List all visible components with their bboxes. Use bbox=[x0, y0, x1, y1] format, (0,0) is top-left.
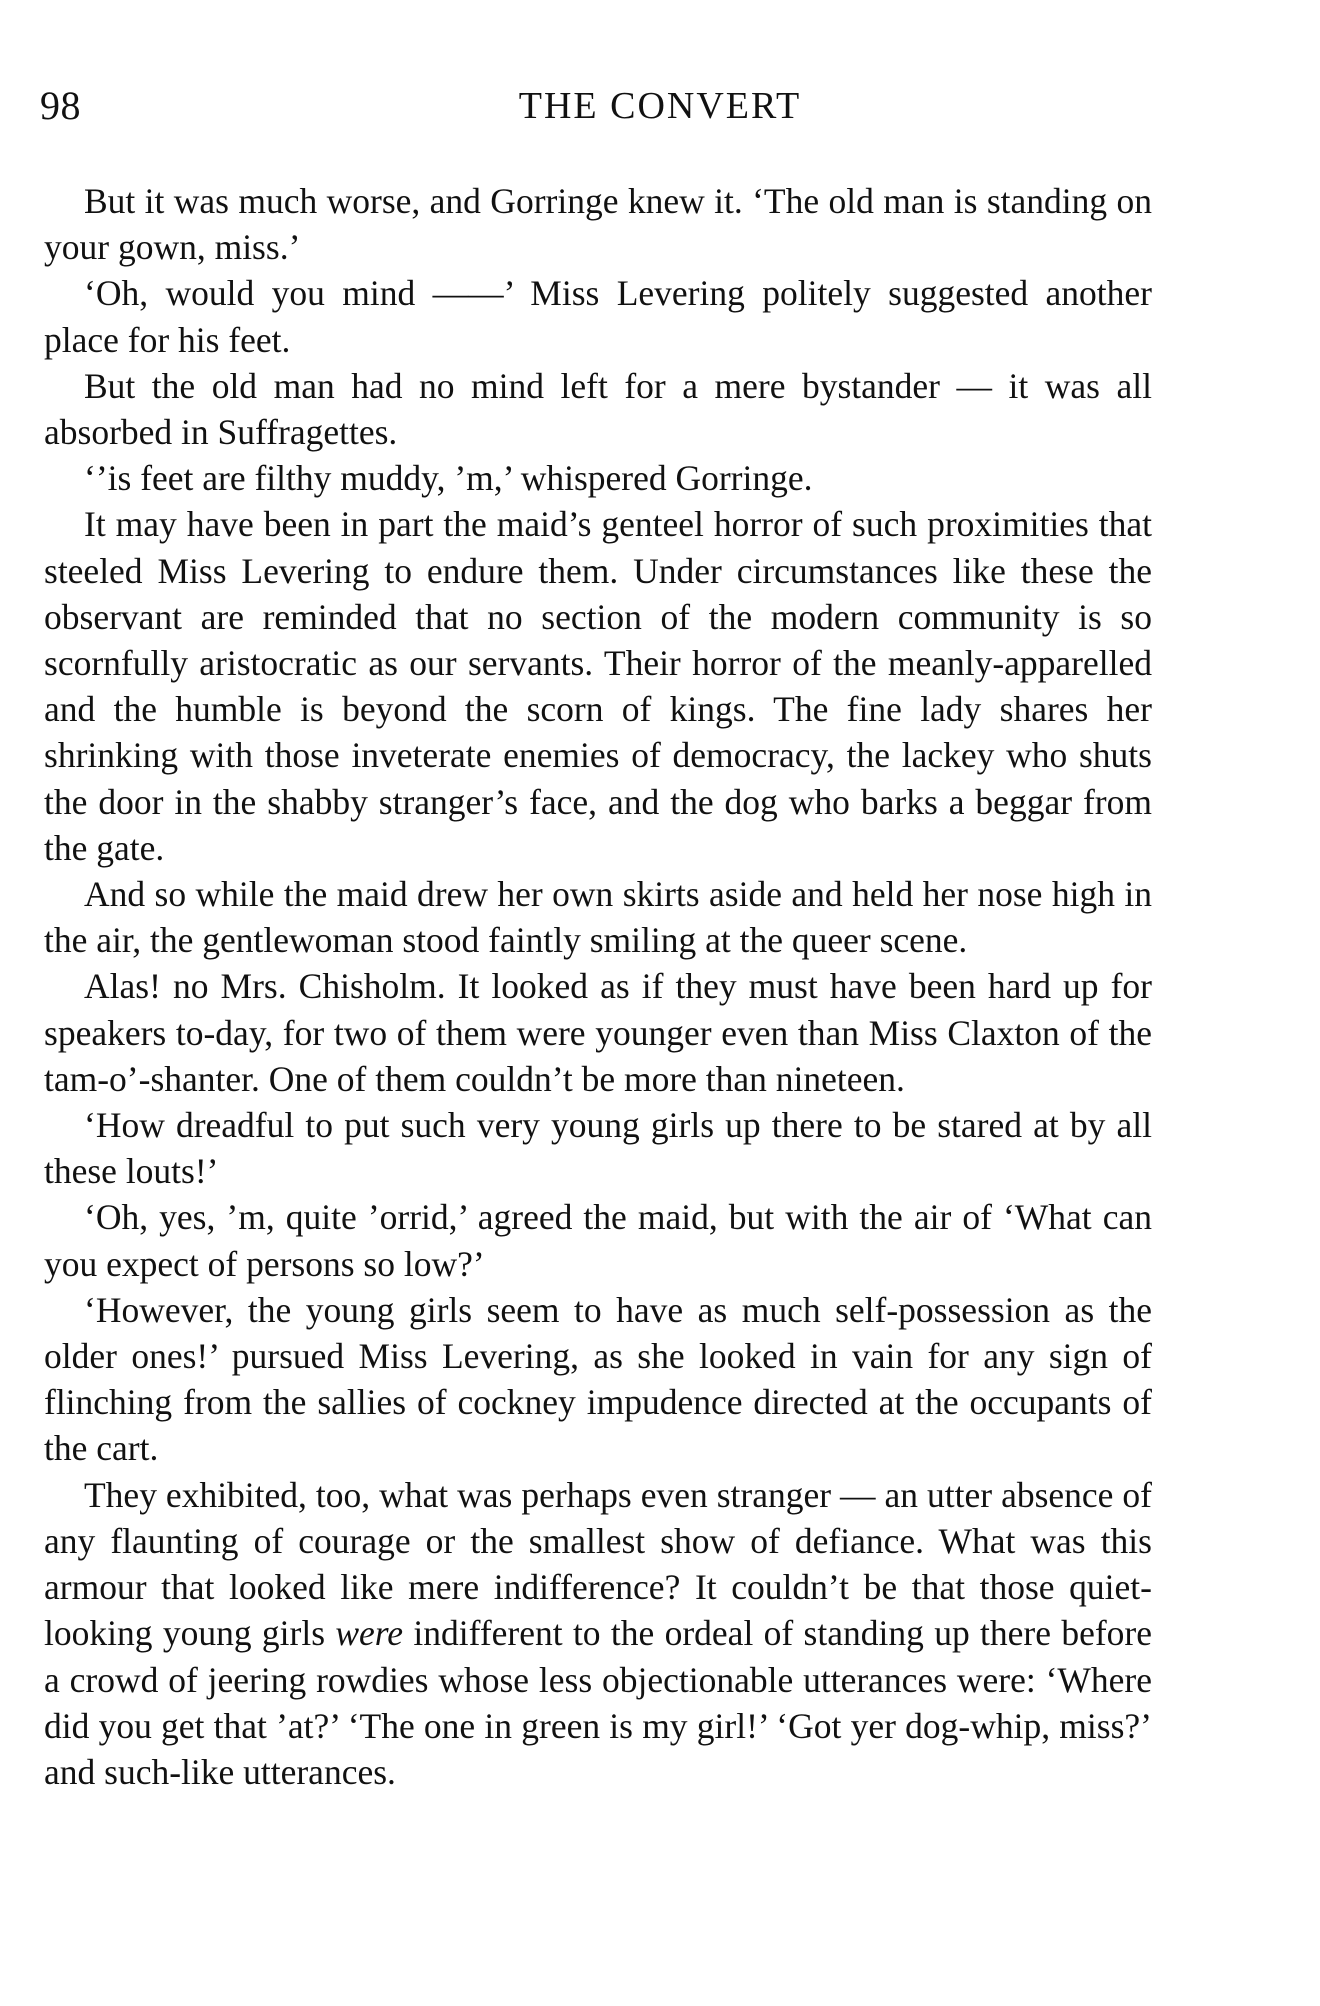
paragraph-5: It may have been in part the maid’s genteel horror of such proximities that steeled Miss Levering to endure them. Under circumstances like these the observant are reminded that no section of the modern community is so scornfully aristocratic as our servants. Their horror of the meanly-apparelled and the humble is beyond the scorn of kings. The fine lady shares her shrinking with those inveterate enemies of democracy, the lackey who shuts the door in the shabby stranger’s face, and the dog who barks a beggar from the gate. bbox=[44, 504, 1152, 868]
paragraph-11-end: indifferent to the ordeal of standing up there before a crowd of jeering rowdies whose less objectionable utterances were: ‘Where did you get that ’at?’ ‘The one in green is my girl!’ ‘Got yer dog-whip, miss?’ and such-like utterances. bbox=[44, 1613, 1152, 1792]
paragraph-10: ‘However, the young girls seem to have as much self-possession as the older ones!’ pursued Miss Levering, as she looked in vain for any sign of flinching from the sallies of cockney impudence directed at the occupants of the cart. bbox=[44, 1289, 1152, 1469]
page-number: 98 bbox=[40, 83, 81, 128]
paragraph-4: ‘’is feet are filthy muddy, ’m,’ whispered Gorringe. bbox=[84, 458, 813, 499]
paragraph-11 bbox=[44, 1472, 1152, 1795]
emphasized-word: were bbox=[335, 1613, 404, 1654]
paragraph-7: Alas! no Mrs. Chisholm. It looked as if they must have been hard up for speakers to-day, for two of them were younger even than Miss Claxton of the tam-o’-shanter. One of them couldn’t be more than nineteen. bbox=[44, 966, 1152, 1099]
running-title: THE CONVERT bbox=[518, 85, 802, 127]
paragraph-8: ‘How dreadful to put such very young girls up there to be stared at by all these louts!’ bbox=[44, 1105, 1152, 1192]
body-text bbox=[44, 178, 1152, 1795]
paragraph-9: ‘Oh, yes, ’m, quite ’orrid,’ agreed the maid, but with the air of ‘What can you expect of persons so low?’ bbox=[44, 1197, 1152, 1284]
paragraph-2: ‘Oh, would you mind ——’ Miss Levering politely suggested another place for his feet. bbox=[44, 273, 1152, 360]
paragraph-3: But the old man had no mind left for a mere bystander — it was all absorbed in Suffragettes. bbox=[44, 365, 1152, 453]
paragraph-1: But it was much worse, and Gorringe knew it. ‘The old man is standing on your gown, miss.’ bbox=[44, 181, 1152, 268]
paragraph-11-start: They exhibited, too, what was perhaps even stranger — an utter absence of any flaunting of courage or the smallest show of defiance. What was this armour that looked like mere indifference? It couldn’t be that those quiet-looking young girls bbox=[44, 1474, 1152, 1654]
paragraph-6: And so while the maid drew her own skirts aside and held her nose high in the air, the gentlewoman stood faintly smiling at the queer scene. bbox=[44, 874, 1152, 961]
